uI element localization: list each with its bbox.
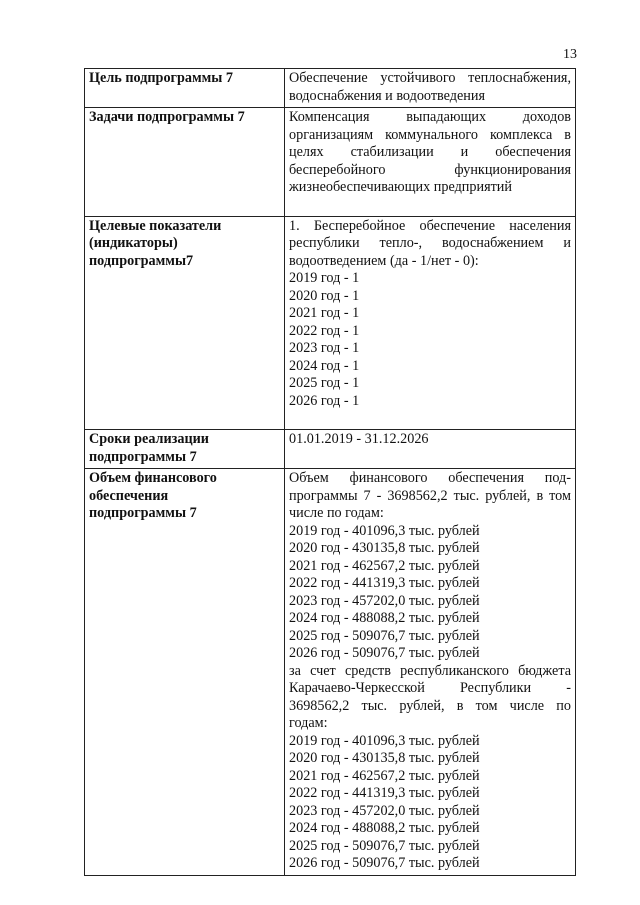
indicator-year: 2019 год - 1 [289,270,360,286]
tasks-value: Компенсация выпадающих доходов организациям коммунального комплекса в целях стабилизации и обеспечения бесперебойного функционирования жизнеобеспечивающих предприятий [285,108,576,217]
financing-year: 2020 год - 430135,8 тыс. рублей [289,540,480,556]
financing-label: Объем финансового обеспечения подпрограммы 7 [85,469,285,876]
goal-value: Обеспечение устойчивого теплоснабжения, водоснабжения и водоотведения [285,69,576,108]
timeline-label: Сроки реализации подпрограммы 7 [85,430,285,469]
budget-year: 2025 год - 509076,7 тыс. рублей [289,837,480,854]
financing-year: 2023 год - 457202,0 тыс. рублей [289,592,480,609]
indicator-year: 2025 год - 1 [289,375,360,391]
budget-year: 2021 год - 462567,2 тыс. рублей [289,767,480,784]
table-row-financing [85,469,576,876]
budget-year: 2026 год - 509076,7 тыс. рублей [289,855,480,871]
timeline-value: 01.01.2019 - 31.12.2026 [285,430,576,469]
financing-year: 2026 год - 509076,7 тыс. рублей [289,645,480,661]
indicator-year: 2020 год - 1 [289,287,360,304]
financing-year: 2019 год - 401096,3 тыс. рублей [289,522,480,539]
subprogram-passport-table [84,68,576,876]
page-number: 13 [563,47,577,62]
indicator-year: 2024 год - 1 [289,357,360,374]
table-row-indicators [85,216,576,430]
indicator-year: 2023 год - 1 [289,340,360,356]
budget-year: 2024 год - 488088,2 тыс. рублей [289,820,480,836]
budget-year: 2020 год - 430135,8 тыс. рублей [289,750,480,766]
financing-year: 2025 год - 509076,7 тыс. рублей [289,627,480,644]
financing-year: 2021 год - 462567,2 тыс. рублей [289,557,480,574]
financing-year: 2024 год - 488088,2 тыс. рублей [289,610,480,626]
budget-year: 2022 год - 441319,3 тыс. рублей [289,785,480,801]
tasks-label: Задачи подпрограммы 7 [85,108,285,217]
table-row-goal [85,69,576,108]
indicator-year: 2026 год - 1 [289,392,360,409]
budget-year: 2023 год - 457202,0 тыс. рублей [289,802,480,819]
table-row-tasks [85,108,576,217]
budget-year: 2019 год - 401096,3 тыс. рублей [289,732,480,749]
indicator-year: 2022 год - 1 [289,322,360,339]
indicators-label: Целевые показатели (индикаторы) подпрограммы7 [85,216,285,430]
table-row-timeline [85,430,576,469]
financing-year: 2022 год - 441319,3 тыс. рублей [289,575,480,591]
indicators-value: 1. Бесперебойное обеспечение населения республики тепло-, водоснабжением и водоотведением (да - 1/нет - 0): 2019 год - 1 2020 год - 1 2021 год - 1 2022 год - 1 2023 год - 1 2024 год - 1 2025 год - 1 2026 год - 1 [285,216,576,430]
goal-label: Цель подпрограммы 7 [85,69,285,108]
financing-value: Объем финансового обеспечения под- программы 7 - 3698562,2 тыс. рублей, в том числе по годам: 2019 год - 401096,3 тыс. рублей 2020 год - 430135,8 тыс. рублей 2021 год - 462567,2 тыс. рублей 2022 год - 441319,3 тыс. рублей 2023 год - 457202,0 тыс. рублей 2024 год - 488088,2 тыс. рублей 2025 год - 509076,7 тыс. рублей 2026 год - 509076,7 тыс. рублей за счет средств республиканского бюджета Карачаево-Черкесской Республики - 3698562,2 тыс. рублей, в том числе по годам: 2019 год - 401096,3 тыс. рублей 2020 год - 430135,8 тыс. рублей 2021 год - 462567,2 тыс. рублей 2022 год - 441319,3 тыс. рублей 2023 год - 457202,0 тыс. рублей 2024 год - 488088,2 тыс. рублей 2025 год - 509076,7 тыс. рублей 2026 год - 509076,7 тыс. рублей [285,469,576,876]
indicator-year: 2021 год - 1 [289,305,360,321]
